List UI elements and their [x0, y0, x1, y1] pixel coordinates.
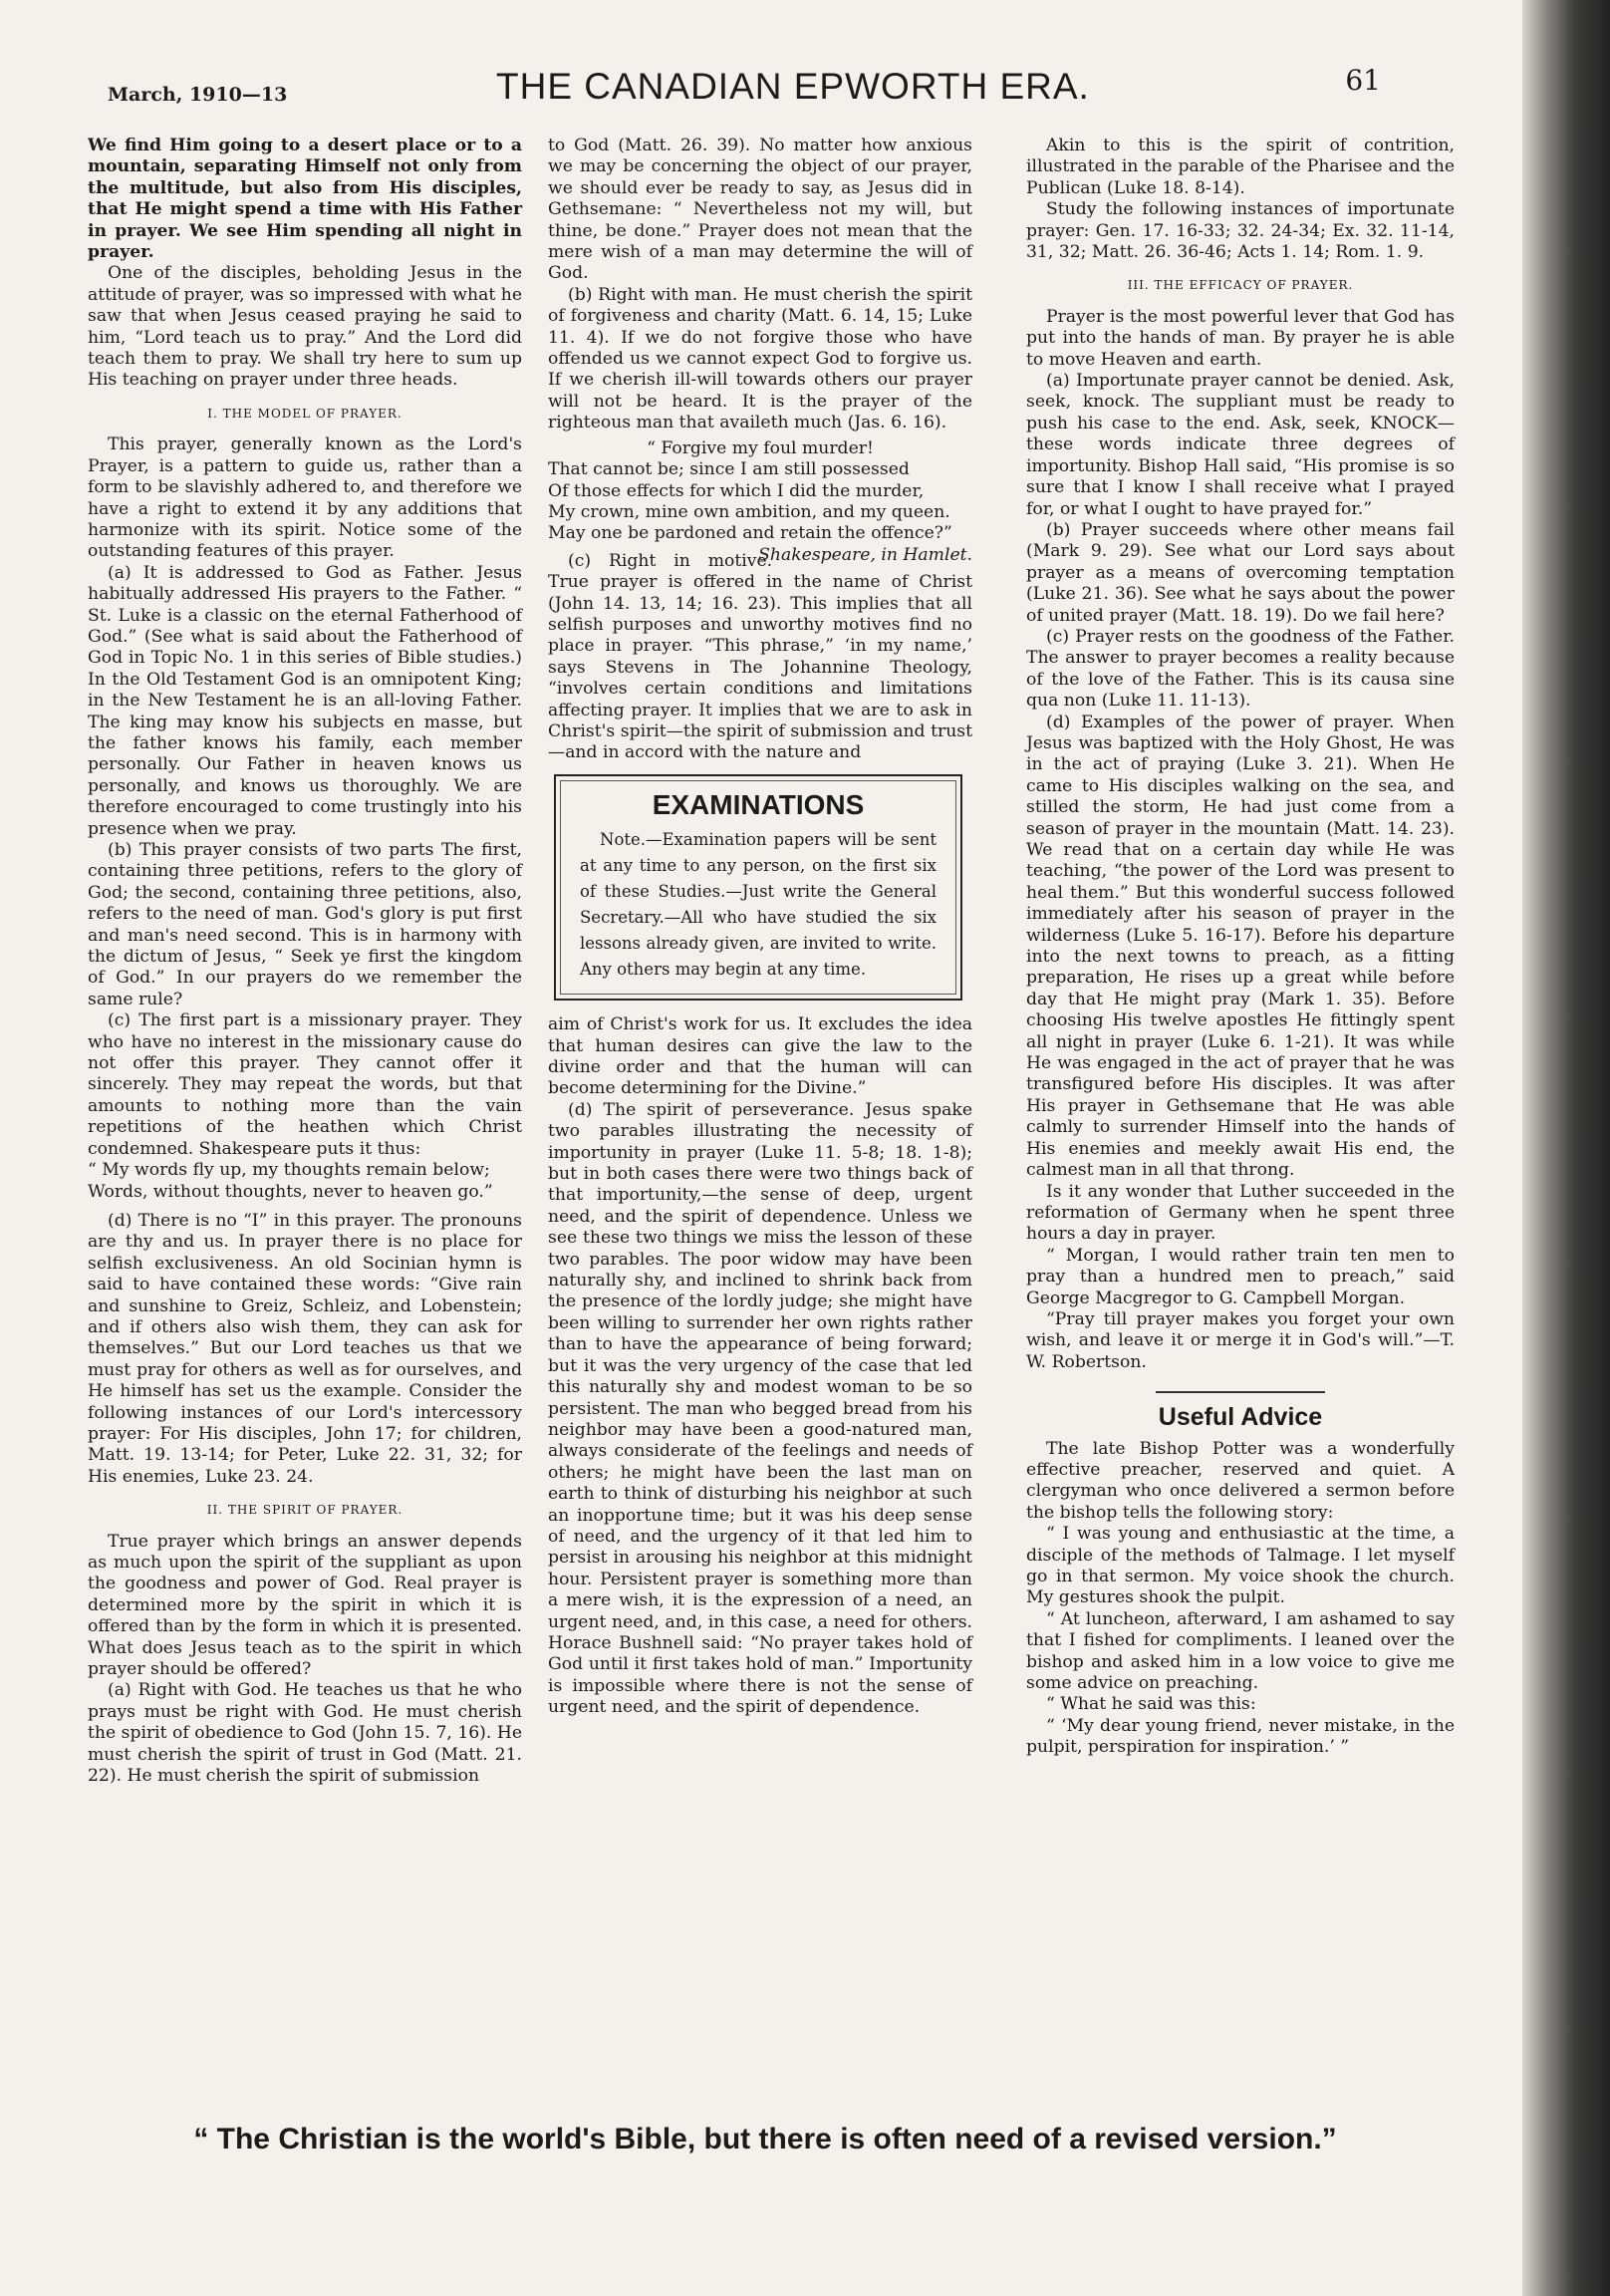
paragraph: “ What he said was this: — [1046, 1694, 1256, 1715]
paragraph: (d) There is no “I” in this prayer. The pronouns are thy and us. In prayer there is no place for selfish exclusiveness. An old Socinian hymn is said to have contained these words: “Give rain and sunshine to Greiz, Schleiz, and Lobenstein; and if others also wish them, they can ask for themselves.” But our Lord teaches us that we must pray for others as well as for ourselves, and He himself has set us the example. Consider the following instances of our Lord's intercessory prayer: For His disciples, John 17; for children, Matt. 19. 13-14; for Peter, Luke 22. 31, 32; for His enemies, Luke 23. 24. — [88, 1210, 522, 1487]
paragraph: (a) Importunate prayer cannot be denied. Ask, seek, knock. The suppliant must be ready to push his case to the end. Ask, seek, KNOCK—these words indicate three degrees of importunity. Bishop Hall said, “His promise is so sure that I know I shall receive what I prayed for, or what I ought to have prayed for.” — [1026, 371, 1455, 519]
magazine-title: THE CANADIAN EPWORTH ERA. — [496, 66, 1090, 107]
paragraph: True prayer which brings an answer depends as much upon the spirit of the suppliant as upon the goodness and power of God. Real prayer is determined more by the spirit in which it is offered than by the form in which it is presented. What does Jesus teach as to the spirit in which prayer should be offered? — [88, 1531, 522, 1680]
paragraph: (c) The first part is a missionary prayer. They who have no interest in the missionary cause do not offer this prayer. They cannot offer it sincerely. They may repeat the words, but that amounts to nothing more than the vain repetitions of the heathen which Christ condemned. Shakespeare puts it thus: — [88, 1010, 522, 1159]
paragraph: (a) It is addressed to God as Father. Jesus habitually addressed His prayers to the Father. “ St. Luke is a classic on the eternal Fatherhood of God.” (See what is said about the Fatherhood of God in Topic No. 1 in this series of Bible studies.) In the Old Testament God is an omnipotent King; in the New Testament he is an all-loving Father. The king may know his subjects en masse, but the father knows his family, each member personally. Our Father in heaven knows us personally, and knows us thoroughly. We are therefore encouraged to come trustingly into his presence when we pray. — [88, 562, 522, 839]
verse-line — [548, 523, 972, 565]
paragraph: to God (Matt. 26. 39). No matter how anxious we may be concerning the object of our prayer, we should ever be ready to say, as Jesus did in Gethsemane: “ Nevertheless not my will, but thine, be done.” Prayer does not mean that the mere wish of a man may determine the will of God. — [548, 136, 972, 284]
paragraph: “Pray till prayer makes you forget your own wish, and leave it or merge it in God's will.”—T. W. Robertson. — [1026, 1308, 1455, 1372]
paragraph: (a) Right with God. He teaches us that he who prays must be right with God. He must cherish the spirit of obedience to God (John 15. 7, 16). He must cherish the spirit of trust in God (Matt. 21. 22). He must cherish the spirit of submission — [88, 1680, 522, 1787]
paragraph: (b) Prayer succeeds where other means fail (Mark 9. 29). See what our Lord says about prayer as a means of overcoming temptation (Luke 21. 36). See what he says about the power of united prayer (Matt. 18. 19). Do we fail here? — [1026, 519, 1455, 626]
paragraph: aim of Christ's work for us. It excludes the idea that human desires can give the law to the divine order and that the human will can become determining for the Divine.” — [548, 1014, 972, 1099]
useful-advice-title: Useful Advice — [1158, 1403, 1323, 1432]
footer-quote: “ The Christian is the world's Bible, but there is often need of a revised version.” — [193, 2123, 1337, 2155]
divider — [1156, 1391, 1325, 1393]
paragraph: Prayer is the most powerful lever that God has put into the hands of man. By prayer he is able to move Heaven and earth. — [1026, 306, 1455, 370]
citation: Shakespeare, in Hamlet. — [758, 544, 972, 565]
examinations-title: EXAMINATIONS — [652, 788, 865, 820]
paragraph: “ I was young and enthusiastic at the time, a disciple of the methods of Talmage. I let myself go in that sermon. My voice shook the church. My gestures shook the pulpit. — [1026, 1524, 1455, 1608]
paragraph: (d) Examples of the power of prayer. When Jesus was baptized with the Holy Ghost, He was in the act of praying (Luke 3. 21). When He came to His disciples walking on the sea, and stilled the storm, He had just come from a season of prayer in the mountain (Matt. 14. 23). We read that on a certain day while He was teaching, “the power of the Lord was present to heal them.” But this wonderful success followed immediately after his season of prayer in the wilderness (Luke 5. 16-17). Before his departure into the next towns to preach, as a fitting preparation, He rises up a great while before day that He might pray (Mark 1. 35). Before choosing His twelve apostles He fittingly spent all night in prayer (Luke 6. 1-21). It was while He was engaged in the act of prayer that he was transfigured before His disciples. It was after His prayer in Gethsemane that He was able calmly to surrender Himself into the hands of His enemies and meekly await His end, the calmest man in all that throng. — [1026, 712, 1455, 1181]
paragraph: Akin to this is the spirit of contrition, illustrated in the parable of the Pharisee and the Publican (Luke 18. 8-14). — [1026, 136, 1455, 198]
verse-line: That cannot be; since I am still possessed — [548, 459, 910, 480]
column-2 — [548, 136, 972, 1719]
verse-text: May one be pardoned and retain the offence?” — [548, 523, 952, 544]
paragraph: (c) Prayer rests on the goodness of the Father. The answer to prayer becomes a reality because of the love of the Father. This is its causa sine qua non (Luke 11. 11-13). — [1026, 626, 1455, 712]
section-heading: II. THE SPIRIT OF PRAYER. — [206, 1503, 403, 1518]
page-number: 61 — [1345, 64, 1381, 97]
paragraph: One of the disciples, beholding Jesus in the attitude of prayer, was so impressed with what he saw that when Jesus ceased praying he said to him, “Lord teach us to pray.” And the Lord did teach them to pray. We shall try here to sum up His teaching on prayer under three heads. — [88, 263, 522, 391]
column-1 — [88, 136, 522, 1787]
book-binding — [1522, 0, 1610, 2296]
section-heading: I. THE MODEL OF PRAYER. — [207, 406, 402, 421]
verse-line: “ Forgive my foul murder! — [647, 437, 874, 458]
paragraph: “ At luncheon, afterward, I am ashamed to say that I fished for compliments. I leaned over the bishop and asked him in a low voice to give me some advice on preaching. — [1026, 1608, 1455, 1694]
page-header — [108, 62, 1381, 112]
paragraph: (c) Right in motive. True prayer is offered in the name of Christ (John 14. 13, 14; 16. 23). This implies that all selfish purposes and unworthy motives find no place in prayer. “This phrase,” ‘in my name,’ says Stevens in The Johannine Theology, “involves certain conditions and limitations affecting prayer. It implies that we are to ask in Christ's spirit—the spirit of submission and trust—and in accord with the nature and — [548, 550, 972, 763]
examinations-box — [554, 774, 962, 1001]
verse-line: My crown, mine own ambition, and my queen. — [548, 501, 950, 522]
paragraph: (d) The spirit of perseverance. Jesus spake two parables illustrating the necessity of importunity in prayer (Luke 11. 5-8; 18. 1-8); but in both cases there were two things back of that importunity,—the sense of deep, urgent need, and the spirit of dependence. Unless we see these two things we miss the lesson of these two parables. The poor widow may have been naturally shy, and inclined to shrink back from the presence of the lordly judge; she might have been willing to surrender her own rights rather than to have the appearance of being forward; but it was the very urgency of the case that led this naturally shy and modest woman to be so persistent. The man who begged bread from his neighbor may have been a good-natured man, always considerate of the feelings and needs of others; he might have been the last man on earth to think of disturbing his neighbor at such an inopportune time; but it was his deep sense of need, and the urgency of it that led him to persist in arousing his neighbor at this midnight hour. Persistent prayer is something more than a mere wish, it is the expression of a need, an urgent need, and, in this case, a need for others. Horace Bushnell said: “No prayer takes hold of God until it first takes hold of man.” Importunity is impossible where there is not the sense of urgent need, and the spirit of dependence. — [548, 1099, 972, 1718]
paragraph: Is it any wonder that Luther succeeded in the reformation of Germany when he spent three hours a day in prayer. — [1026, 1181, 1455, 1245]
verse-line: Words, without thoughts, never to heaven go.” — [88, 1181, 493, 1202]
paragraph: The late Bishop Potter was a wonderfully effective preacher, reserved and quiet. A clergyman who once delivered a sermon before the bishop tells the following story: — [1026, 1438, 1455, 1523]
examinations-note: Note.—Examination papers will be sent at any time to any person, on the first six of these Studies.—Just write the General Secretary.—All who have studied the six lessons already given, are invited to write. Any others may begin at any time. — [580, 830, 937, 980]
paragraph: We find Him going to a desert place or to a mountain, separating Himself not only from the multitude, but also from His disciples, that He might spend a time with His Father in prayer. We see Him spending all night in prayer. — [88, 136, 522, 263]
verse-line: “ My words fly up, my thoughts remain below; — [88, 1160, 490, 1181]
paragraph: “ ‘My dear young friend, never mistake, in the pulpit, perspiration for inspiration.’ ” — [1026, 1715, 1455, 1758]
issue-date: March, 1910—13 — [108, 84, 288, 106]
verse-line: Of those effects for which I did the murder, — [548, 480, 925, 501]
paragraph: “ Morgan, I would rather train ten men to pray than a hundred men to preach,” said George Macgregor to G. Campbell Morgan. — [1026, 1245, 1455, 1308]
paragraph: Study the following instances of importunate prayer: Gen. 17. 16-33; 32. 24-34; Ex. 32. 11-14, 31, 32; Matt. 26. 36-46; Acts 1. 14; Rom. 1. 9. — [1026, 199, 1455, 263]
column-3 — [1026, 136, 1455, 1759]
paragraph: (b) Right with man. He must cherish the spirit of forgiveness and charity (Matt. 6. 14, 15; Luke 11. 4). If we do not forgive those who have offended us we cannot expect God to forgive us. If we cherish ill-will towards others our prayer will not be heard. It is the prayer of the righteous man that availeth much (Jas. 6. 16). — [548, 284, 972, 433]
paragraph: This prayer, generally known as the Lord's Prayer, is a pattern to guide us, rather than a form to be slavishly adhered to, and therefore we have a right to extend it by any additions that harmonize with its spirit. Notice some of the outstanding features of this prayer. — [88, 434, 522, 562]
paragraph: (b) This prayer consists of two parts The first, containing three petitions, refers to the glory of God; the second, containing three petitions, also, refers to the need of man. God's glory is put first and man's need second. This is in harmony with the dictum of Jesus, “ Seek ye first the kingdom of God.” In our prayers do we remember the same rule? — [88, 840, 522, 1009]
section-heading: III. THE EFFICACY OF PRAYER. — [1127, 278, 1354, 293]
